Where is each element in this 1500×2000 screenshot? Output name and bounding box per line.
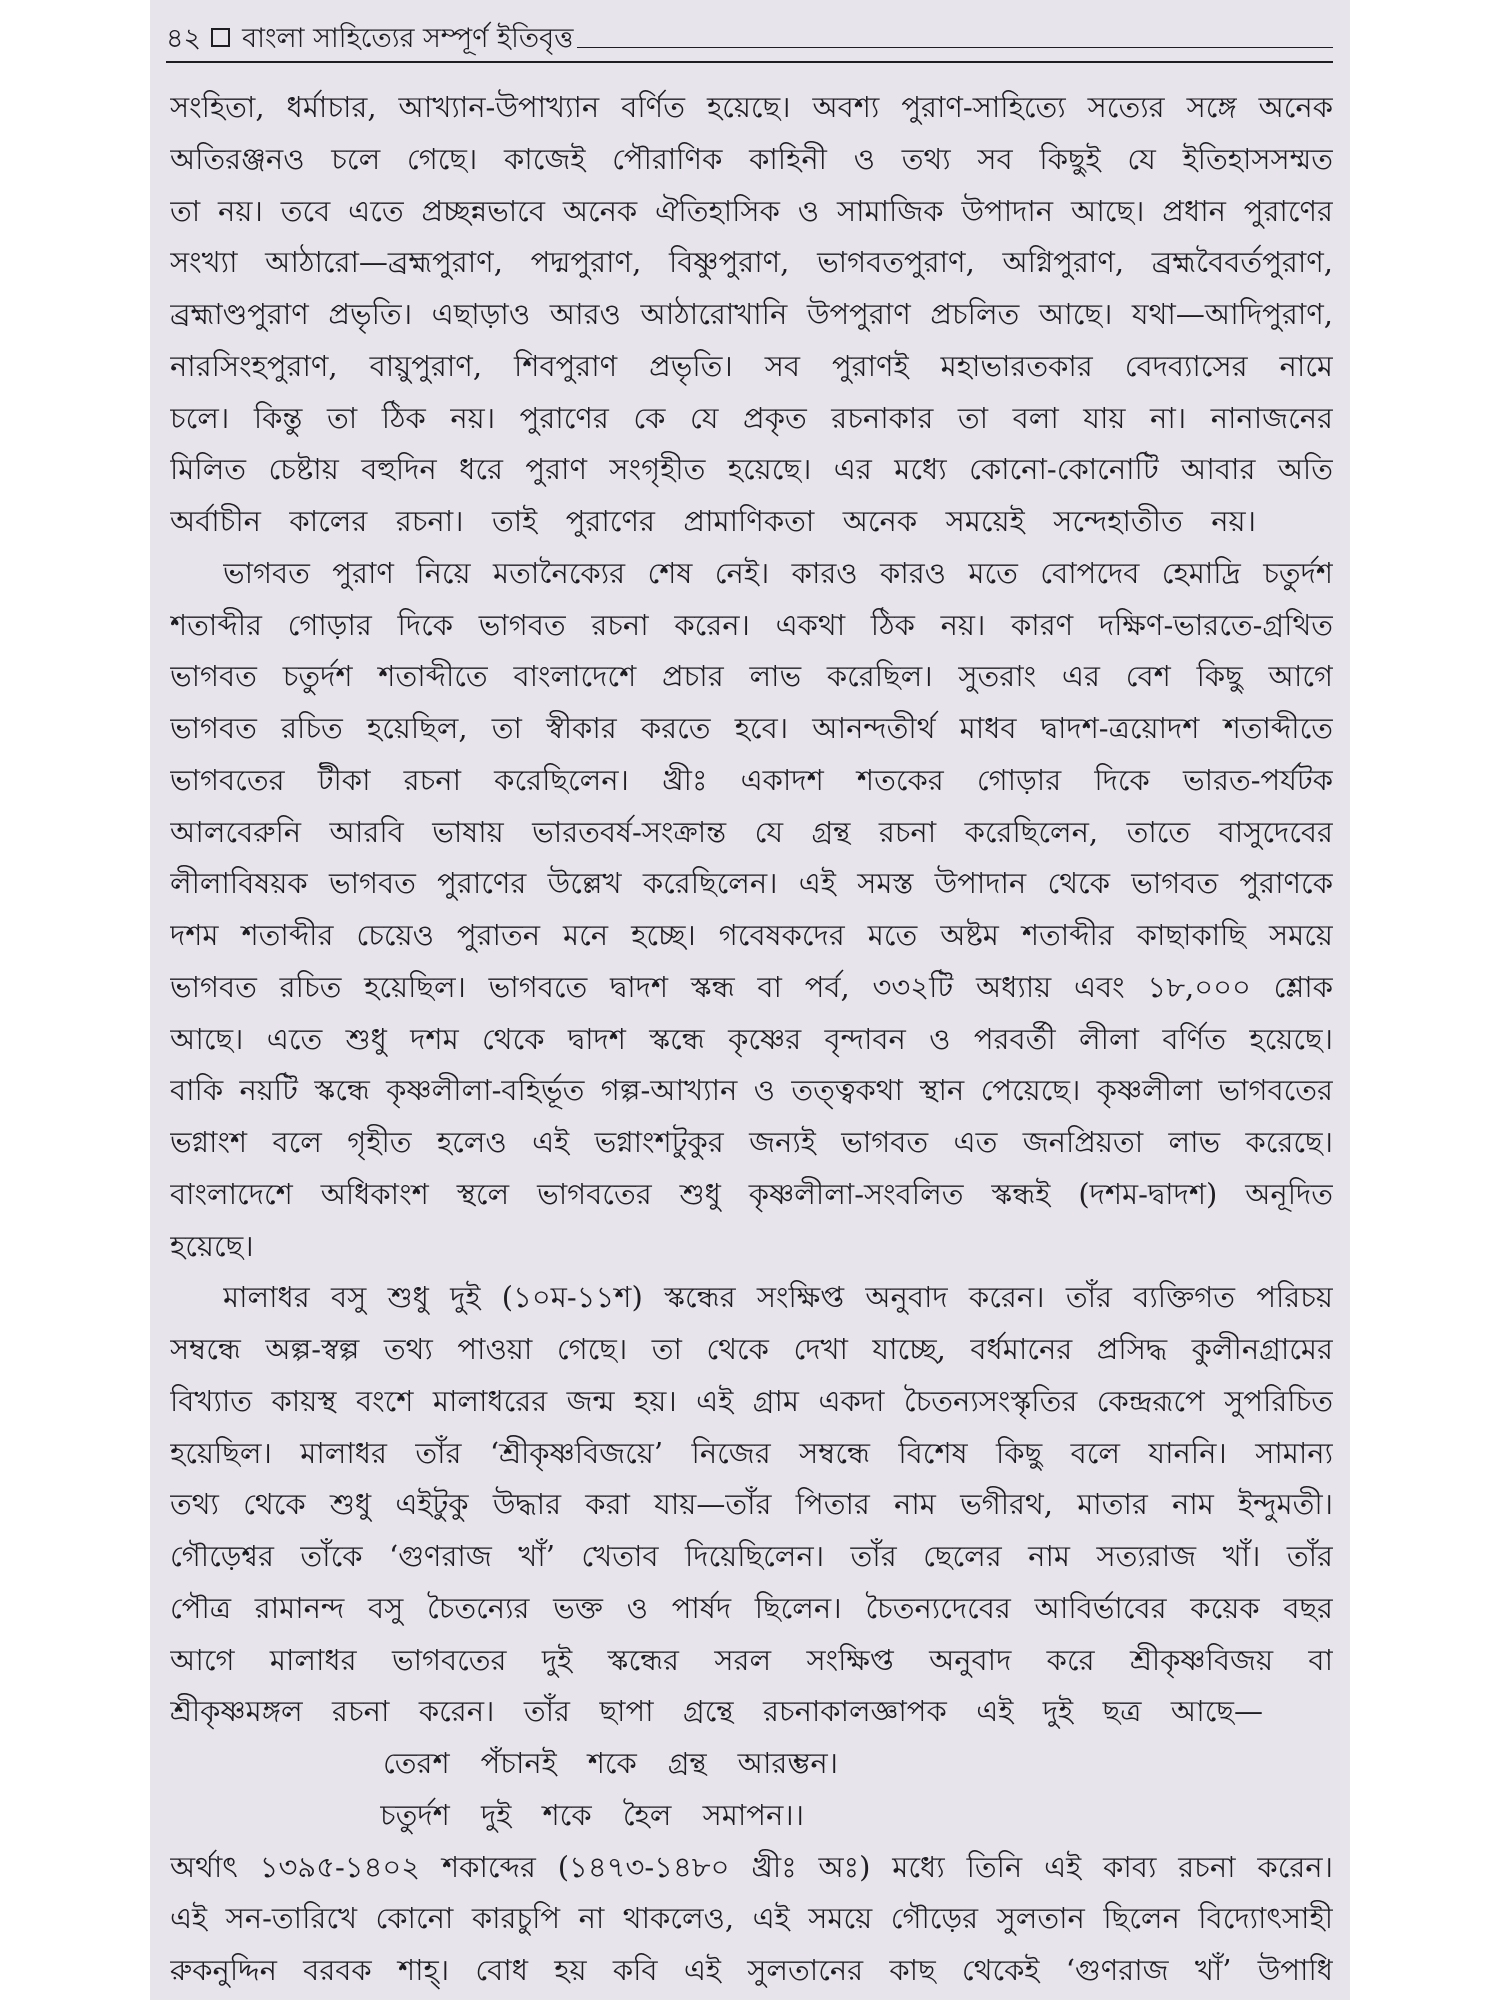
text-line: সংহিতা, ধর্মাচার, আখ্যান-উপাখ্যান বর্ণিত হয়েছে। অবশ্য পুরাণ-সাহিত্যে সত্যের সঙ্গে অনেক [170,90,1333,124]
text-line: ভাগবতের টীকা রচনা করেছিলেন। খ্রীঃ একাদশ শতকের গোড়ার দিকে ভারত-পর্যটক [170,762,1333,797]
book-page [150,0,1350,2000]
text-line: ভাগবত রচিত হয়েছিল, তা স্বীকার করতে হবে। আনন্দতীর্থ মাধব দ্বাদশ-ত্রয়োদশ শতাব্দীতে [170,711,1333,745]
text-line: সংখ্যা আঠারো—ব্রহ্মপুরাণ, পদ্মপুরাণ, বিষ্ণুপুরাণ, ভাগবতপুরাণ, অগ্নিপুরাণ, ব্রহ্মবৈবর্তপুরাণ, [170,245,1333,280]
square-ornament-icon [211,28,230,47]
text-line: বাংলাদেশে অধিকাংশ স্থলে ভাগবতের শুধু কৃষ্ণলীলা-সংবলিত স্কন্ধই (দশম-দ্বাদশ) অনূদিত [170,1176,1333,1211]
paragraph-3 [170,1272,1333,1738]
verse-line: চতুর্দশ দুই শকে হৈল সমাপন।। [380,1797,804,1832]
text-line: হয়েছে। [170,1228,254,1263]
text-line: হয়েছিল। মালাধর তাঁর ‘শ্রীকৃষ্ণবিজয়ে’ নিজের সম্বন্ধে বিশেষ কিছু বলে যাননি। সামান্য [170,1435,1333,1470]
text-line: শ্রীকৃষ্ণমঙ্গল রচনা করেন। তাঁর ছাপা গ্রন্থে রচনাকালজ্ঞাপক এই দুই ছত্র আছে— [170,1694,1263,1729]
text-line: ব্রহ্মাণ্ডপুরাণ প্রভৃতি। এছাড়াও আরও আঠারোখানি উপপুরাণ প্রচলিত আছে। যথা—আদিপুরাণ, [170,297,1333,331]
text-line: মালাধর বসু শুধু দুই (১০ম-১১শ) স্কন্ধের সংক্ষিপ্ত অনুবাদ করেন। তাঁর ব্যক্তিগত পরিচয় [223,1280,1333,1315]
paragraph-1 [170,82,1333,548]
text-line: ভাগবত রচিত হয়েছিল। ভাগবতে দ্বাদশ স্কন্ধ বা পর্ব, ৩৩২টি অধ্যায় এবং ১৮,০০০ শ্লোক [170,969,1333,1004]
text-line: লীলাবিষয়ক ভাগবত পুরাণের উল্লেখ করেছিলেন। এই সমস্ত উপাদান থেকে ভাগবত পুরাণকে [170,866,1333,901]
text-line: মিলিত চেষ্টায় বহুদিন ধরে পুরাণ সংগৃহীত হয়েছে। এর মধ্যে কোনো-কোনোটি আবার অতি [170,452,1333,487]
header-rule [577,47,1333,48]
text-line: ভাগবত চতুর্দশ শতাব্দীতে বাংলাদেশে প্রচার লাভ করেছিল। সুতরাং এর বেশ কিছু আগে [170,659,1333,694]
text-line: গৌড়েশ্বর তাঁকে ‘গুণরাজ খাঁ’ খেতাব দিয়েছিলেন। তাঁর ছেলের নাম সত্যরাজ খাঁ। তাঁর [170,1539,1333,1573]
text-line: আছে। এতে শুধু দশম থেকে দ্বাদশ স্কন্ধে কৃষ্ণের বৃন্দাবন ও পরবর্তী লীলা বর্ণিত হয়েছে। [170,1021,1333,1056]
text-line: আগে মালাধর ভাগবতের দুই স্কন্ধের সরল সংক্ষিপ্ত অনুবাদ করে শ্রীকৃষ্ণবিজয় বা [170,1642,1333,1677]
running-header [166,14,1333,56]
text-line: শতাব্দীর গোড়ার দিকে ভাগবত রচনা করেন। একথা ঠিক নয়। কারণ দক্ষিণ-ভারতে-গ্রথিত [170,607,1333,642]
text-line: আলবেরুনি আরবি ভাষায় ভারতবর্ষ-সংক্রান্ত যে গ্রন্থ রচনা করেছিলেন, তাতে বাসুদেবের [170,814,1333,849]
header-divider [166,61,1333,63]
text-line: অতিরঞ্জনও চলে গেছে। কাজেই পৌরাণিক কাহিনী ও তথ্য সব কিছুই যে ইতিহাসসম্মত [170,141,1333,176]
paragraph-2 [170,548,1333,1273]
text-line: পৌত্র রামানন্দ বসু চৈতন্যের ভক্ত ও পার্ষদ ছিলেন। চৈতন্যদেবের আবির্ভাবের কয়েক বছর [170,1590,1333,1625]
verse-line: তেরশ পঁচানই শকে গ্রন্থ আরম্ভন। [383,1746,838,1780]
text-line: এই সন-তারিখে কোনো কারচুপি না থাকলেও, এই সময়ে গৌড়ের সুলতান ছিলেন বিদ্যোৎসাহী [170,1901,1333,1936]
text-line: অর্থাৎ ১৩৯৫-১৪০২ শকাব্দের (১৪৭৩-১৪৮০ খ্রীঃ অঃ) মধ্যে তিনি এই কাব্য রচনা করেন। [170,1849,1333,1884]
running-title: বাংলা সাহিত্যের সম্পূর্ণ ইতিবৃত্ত [242,23,574,54]
text-line: নারসিংহপুরাণ, বায়ুপুরাণ, শিবপুরাণ প্রভৃতি। সব পুরাণই মহাভারতকার বেদব্যাসের নামে [170,348,1333,383]
body-text [170,82,1333,1997]
text-line: দশম শতাব্দীর চেয়েও পুরাতন মনে হচ্ছে। গবেষকদের মতে অষ্টম শতাব্দীর কাছাকাছি সময়ে [170,918,1333,952]
text-line: রুকনুদ্দিন বরবক শাহ্। বোধ হয় কবি এই সুলতানের কাছ থেকেই ‘গুণরাজ খাঁ’ উপাধি [170,1953,1333,1987]
text-line: অর্বাচীন কালের রচনা। তাই পুরাণের প্রামাণিকতা অনেক সময়েই সন্দেহাতীত নয়। [170,504,1256,538]
page-number: ৪২ [166,23,202,54]
paragraph-4 [170,1842,1333,1997]
text-line: বাকি নয়টি স্কন্ধে কৃষ্ণলীলা-বহির্ভূত গল্প-আখ্যান ও তত্ত্বকথা স্থান পেয়েছে। কৃষ্ণলীলা ভাগবতের [170,1073,1333,1108]
text-line: চলে। কিন্তু তা ঠিক নয়। পুরাণের কে যে প্রকৃত রচনাকার তা বলা যায় না। নানাজনের [170,400,1333,435]
text-line: তথ্য থেকে শুধু এইটুকু উদ্ধার করা যায়—তাঁর পিতার নাম ভগীরথ, মাতার নাম ইন্দুমতী। [170,1487,1333,1522]
text-line: তা নয়। তবে এতে প্রচ্ছন্নভাবে অনেক ঐতিহাসিক ও সামাজিক উপাদান আছে। প্রধান পুরাণের [170,193,1333,228]
text-line: ভগ্নাংশ বলে গৃহীত হলেও এই ভগ্নাংশটুকুর জন্যই ভাগবত এত জনপ্রিয়তা লাভ করেছে। [170,1125,1333,1159]
verse-block [170,1738,1333,1842]
text-line: সম্বন্ধে অল্প-স্বল্প তথ্য পাওয়া গেছে। তা থেকে দেখা যাচ্ছে, বর্ধমানের প্রসিদ্ধ কুলীনগ্রামের [170,1332,1333,1366]
text-line: ভাগবত পুরাণ নিয়ে মতানৈক্যের শেষ নেই। কারও কারও মতে বোপদেব হেমাদ্রি চতুর্দশ [223,555,1333,590]
text-line: বিখ্যাত কায়স্থ বংশে মালাধরের জন্ম হয়। এই গ্রাম একদা চৈতন্যসংস্কৃতির কেন্দ্ররূপে সুপরিচিত [170,1383,1333,1418]
